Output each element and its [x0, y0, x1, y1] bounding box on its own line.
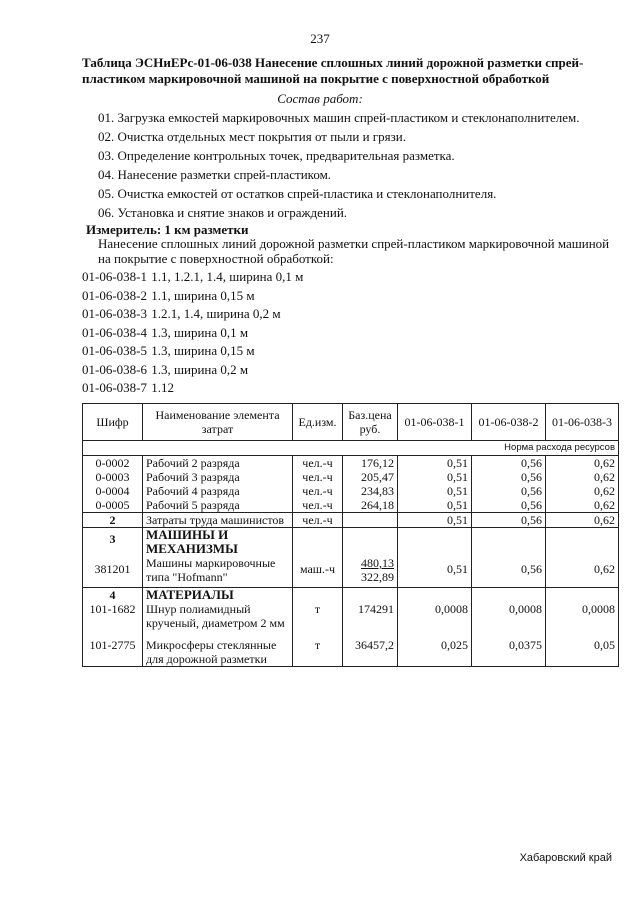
code-item: [82, 379, 303, 398]
header-col3: 01-06-038-3: [546, 404, 619, 441]
code-desc: 1.2.1, 1.4, ширина 0,2 м: [151, 306, 281, 321]
cell-price: 234,83: [343, 484, 398, 498]
code-list: [82, 268, 303, 398]
cell-name: Рабочий 3 разряда: [143, 470, 293, 484]
work-list: [98, 108, 580, 222]
cell-code: 0-0002: [83, 456, 143, 471]
cell-empty: [398, 528, 472, 557]
machines-section-row: [83, 528, 619, 557]
cell-unit: чел.-ч: [293, 513, 343, 528]
work-composition-heading: Состав работ:: [277, 91, 363, 106]
code-id: 01-06-038-6: [82, 361, 147, 377]
section-name: МАТЕРИАЛЫ: [143, 588, 293, 603]
cell-empty: [293, 528, 343, 557]
table-row: [83, 638, 619, 667]
table-row: [83, 470, 619, 484]
cell-empty: [293, 588, 343, 603]
cell-unit: т: [293, 638, 343, 667]
code-id: 01-06-038-2: [82, 287, 147, 303]
cell-empty: [472, 588, 546, 603]
cell-v1: 0,51: [398, 470, 472, 484]
cell-v2: 0,56: [472, 456, 546, 471]
page-number: 237: [310, 31, 330, 46]
cell-v2: 0,56: [472, 470, 546, 484]
cell-price: 174291: [343, 602, 398, 638]
cell-empty: [343, 528, 398, 557]
header-code: Шифр: [83, 404, 143, 441]
table-title: Таблица ЭСНиЕРс-01-06-038 Нанесение сплошных линий дорожной разметки спрей-пластиком маркировочной машиной на покрытие с поверхностной обработкой: [82, 55, 584, 86]
header-name: Наименование элемента затрат: [143, 404, 293, 441]
work-item: 06. Установка и снятие знаков и ограждений.: [98, 205, 348, 220]
code-item: [82, 305, 303, 324]
cell-code: 381201: [83, 556, 143, 588]
work-item: 02. Очистка отдельных мест покрытия от пыли и грязи.: [98, 129, 406, 144]
cell-name: Машины маркировочные типа "Hofmann": [143, 556, 293, 588]
work-item: 04. Нанесение разметки спрей-пластиком.: [98, 167, 332, 182]
code-desc: 1.3, ширина 0,15 м: [151, 343, 255, 358]
cell-v2: 0,0375: [472, 638, 546, 667]
cell-v3: 0,62: [546, 456, 619, 471]
labor-row: [83, 513, 619, 528]
code-desc: 1.3, ширина 0,1 м: [151, 324, 249, 340]
cell-empty: [343, 588, 398, 603]
cell-v1: 0,0008: [398, 602, 472, 638]
cell-name: Затраты труда машинистов: [143, 513, 293, 528]
cell-unit: маш.-ч: [293, 556, 343, 588]
cell-code: 101-2775: [83, 638, 143, 667]
cell-v1: 0,51: [398, 484, 472, 498]
materials-section-row: [83, 588, 619, 603]
cell-v3: 0,0008: [546, 602, 619, 638]
cell-v1: 0,51: [398, 513, 472, 528]
cell-v3: 0,62: [546, 484, 619, 498]
code-id: 01-06-038-5: [82, 343, 147, 358]
cell-unit: т: [293, 602, 343, 638]
measure-description: Нанесение сплошных линий дорожной разметки спрей-пластиком маркировочной машиной на покрытие с поверхностной обработкой:: [98, 236, 610, 266]
table-row: [83, 556, 619, 588]
cell-v2: 0,0008: [472, 602, 546, 638]
section-name: МАШИНЫ И МЕХАНИЗМЫ: [143, 528, 293, 557]
cell-name: Шнур полиамидный крученый, диаметром 2 мм: [143, 602, 293, 638]
price-top: 480,13: [361, 556, 394, 570]
code-item: [82, 287, 303, 306]
code-id: 01-06-038-3: [82, 306, 147, 321]
cell-name: Рабочий 5 разряда: [143, 498, 293, 513]
cell-v3: 0,62: [546, 556, 619, 588]
header-unit: Ед.изм.: [293, 404, 343, 441]
code-desc: 1.1, 1.2.1, 1.4, ширина 0,1 м: [151, 269, 304, 284]
code-desc: 1.1, ширина 0,15 м: [151, 287, 255, 303]
cell-unit: чел.-ч: [293, 484, 343, 498]
cell-price: [343, 513, 398, 528]
code-desc: 1.3, ширина 0,2 м: [151, 361, 249, 377]
cell-price: 36457,2: [343, 638, 398, 667]
norm-label: Норма расхода ресурсов: [83, 441, 619, 456]
cell-empty: [546, 528, 619, 557]
cell-v2: 0,56: [472, 484, 546, 498]
cell-name: Рабочий 4 разряда: [143, 484, 293, 498]
cell-code: 2: [83, 513, 143, 528]
cell-empty: [472, 528, 546, 557]
code-id: 01-06-038-1: [82, 269, 147, 284]
cell-v1: 0,51: [398, 498, 472, 513]
cell-v3: 0,62: [546, 470, 619, 484]
resource-table: [82, 403, 619, 667]
code-id: 01-06-038-4: [82, 324, 147, 340]
cell-v2: 0,56: [472, 498, 546, 513]
cell-unit: чел.-ч: [293, 456, 343, 471]
cell-code: 101-1682: [83, 602, 143, 638]
table-row: [83, 484, 619, 498]
cell-v2: 0,56: [472, 513, 546, 528]
table-row: [83, 498, 619, 513]
cell-v2: 0,56: [472, 556, 546, 588]
cell-empty: [398, 588, 472, 603]
cell-price: 176,12: [343, 456, 398, 471]
code-desc: 1.12: [151, 380, 174, 395]
cell-unit: чел.-ч: [293, 498, 343, 513]
cell-v1: 0,51: [398, 456, 472, 471]
code-item: [82, 361, 303, 380]
work-item: 01. Загрузка емкостей маркировочных машин спрей-пластиком и стеклонаполнителем.: [98, 110, 580, 125]
cell-v1: 0,51: [398, 556, 472, 588]
code-id: 01-06-038-7: [82, 380, 147, 395]
cell-price: [343, 556, 398, 588]
norm-row: [83, 441, 619, 456]
cell-code: 0-0005: [83, 498, 143, 513]
cell-v1: 0,025: [398, 638, 472, 667]
code-item: [82, 268, 303, 287]
cell-price: 264,18: [343, 498, 398, 513]
header-col1: 01-06-038-1: [398, 404, 472, 441]
table-row: [83, 602, 619, 638]
header-price: Баз.цена руб.: [343, 404, 398, 441]
footer-region: Хабаровский край: [519, 852, 612, 864]
cell-v3: 0,05: [546, 638, 619, 667]
code-item: [82, 342, 303, 361]
work-item: 05. Очистка емкостей от остатков спрей-пластика и стеклонаполнителя.: [98, 186, 497, 201]
cell-code: 0-0004: [83, 484, 143, 498]
cell-empty: [546, 588, 619, 603]
table-header-row: [83, 404, 619, 441]
cell-unit: чел.-ч: [293, 470, 343, 484]
cell-v3: 0,62: [546, 513, 619, 528]
table-row: [83, 456, 619, 471]
work-item: 03. Определение контрольных точек, предварительная разметка.: [98, 148, 455, 163]
price-bottom: 322,89: [361, 570, 394, 584]
section-code: 4: [83, 588, 143, 603]
cell-price: 205,47: [343, 470, 398, 484]
header-col2: 01-06-038-2: [472, 404, 546, 441]
section-code: 3: [83, 528, 143, 557]
code-item: [82, 324, 303, 343]
cell-code: 0-0003: [83, 470, 143, 484]
cell-v3: 0,62: [546, 498, 619, 513]
cell-name: Рабочий 2 разряда: [143, 456, 293, 471]
cell-name: Микросферы стеклянные для дорожной разметки: [143, 638, 293, 667]
measure-label: Измеритель: 1 км разметки: [86, 222, 249, 237]
